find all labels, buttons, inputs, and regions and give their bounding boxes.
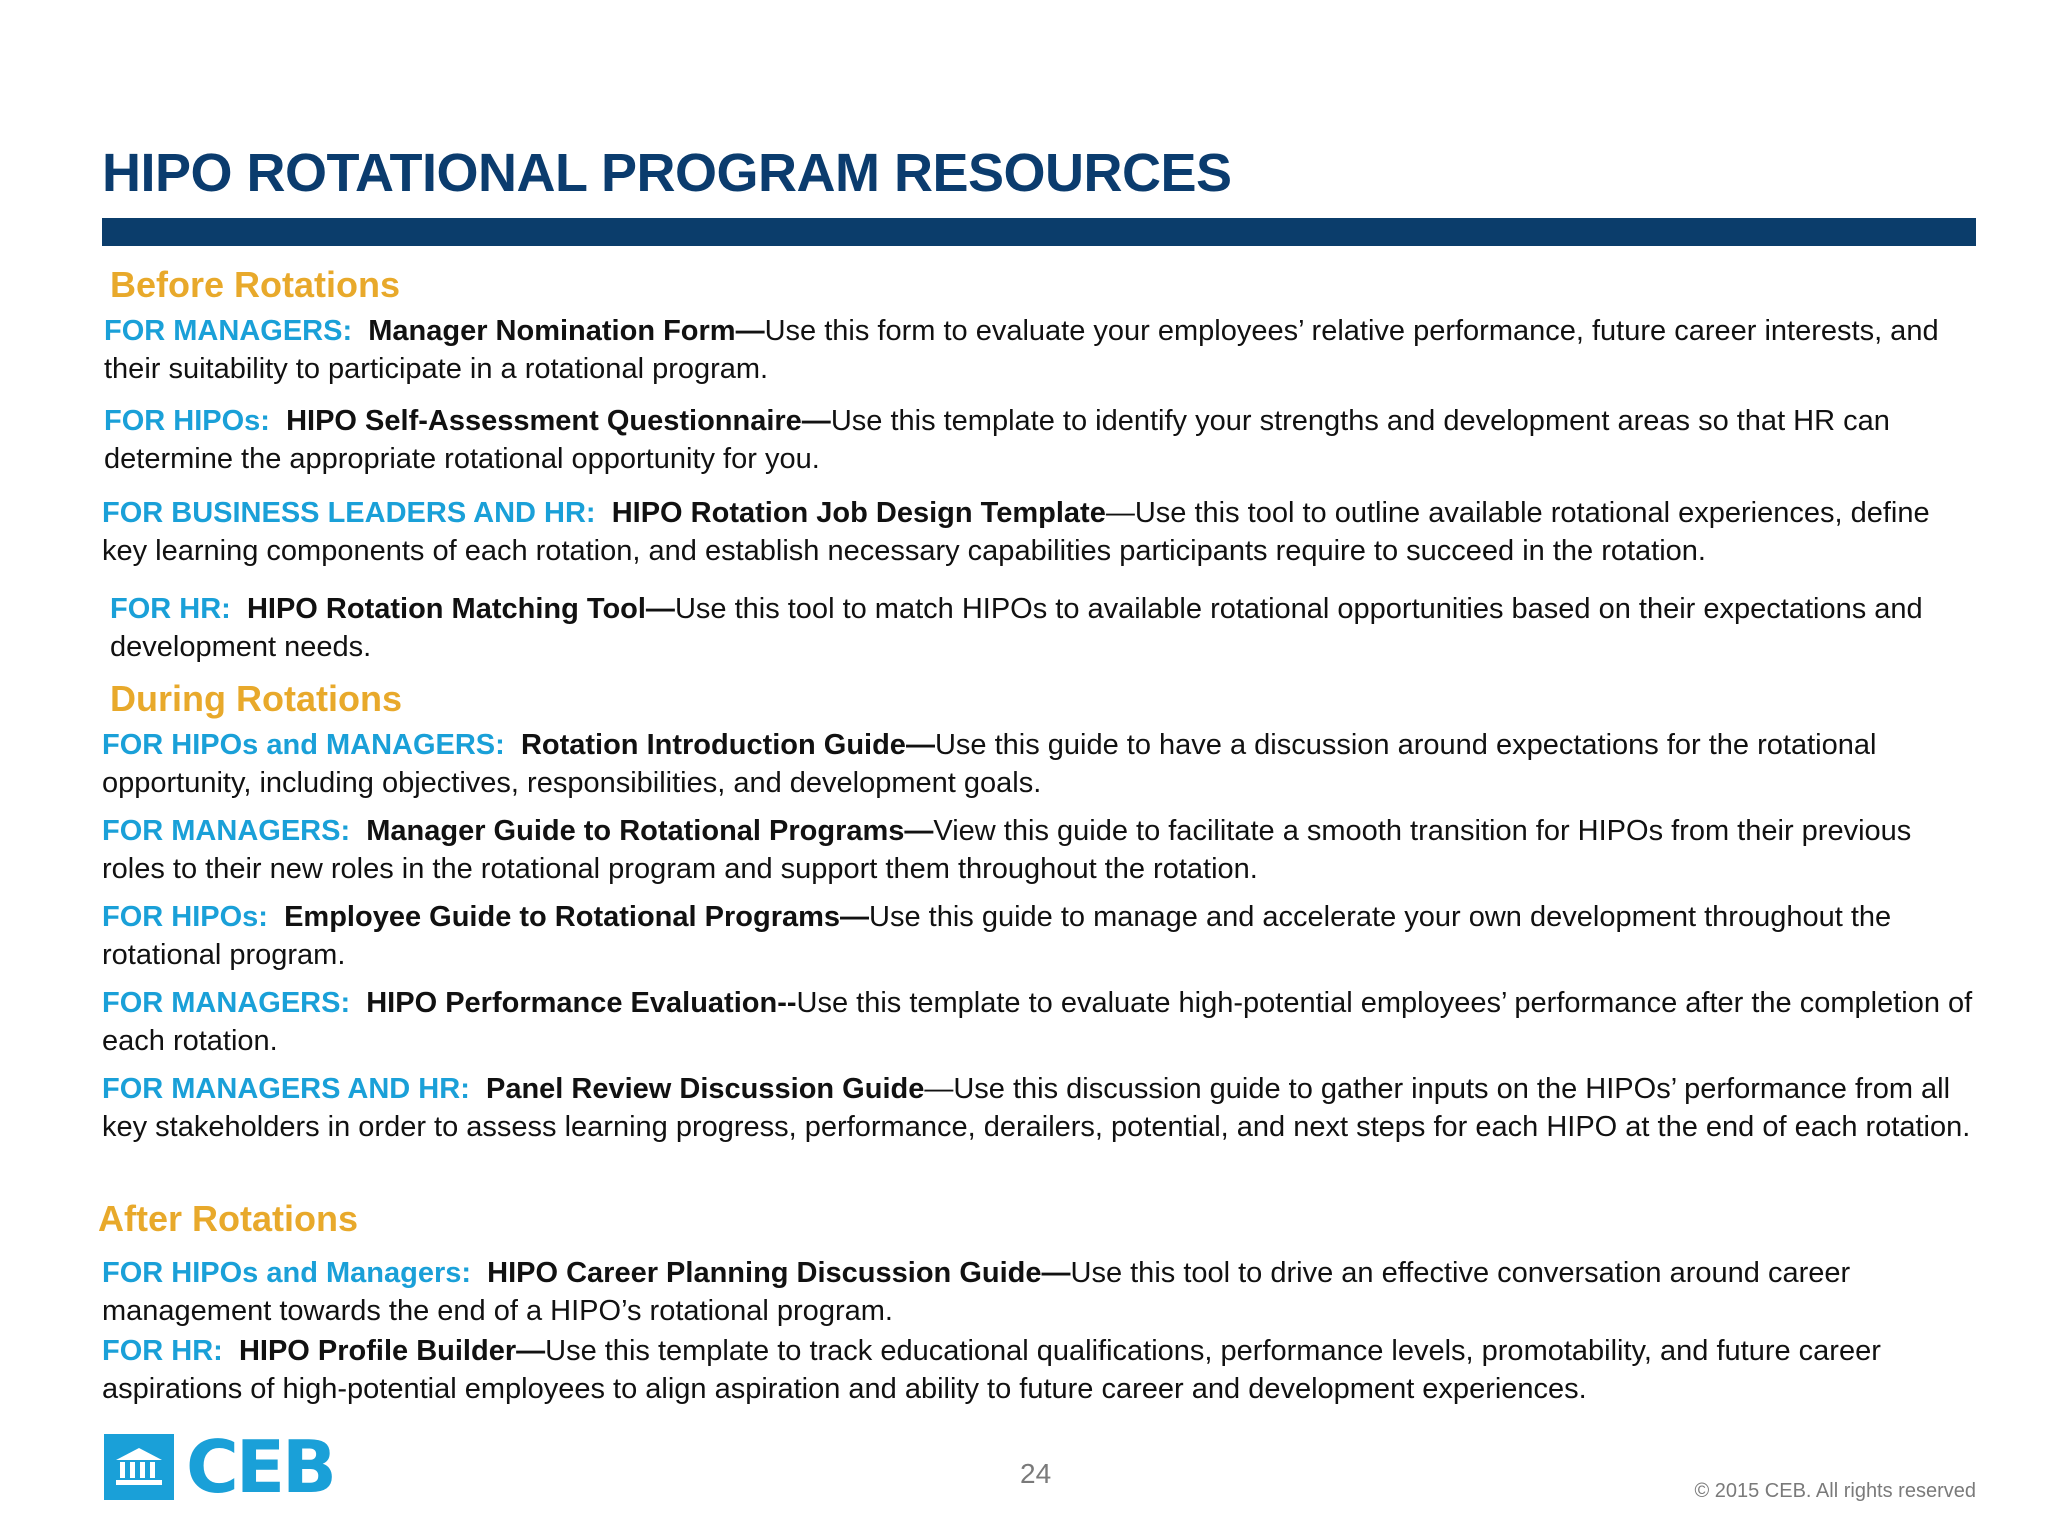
resource-description: Use this tool to drive an effective conversation around career management towards the end of a HIPO’s rotational program. bbox=[102, 1257, 1851, 1327]
resource-title: HIPO Performance Evaluation-- bbox=[366, 987, 797, 1019]
resource-title: HIPO Profile Builder— bbox=[238, 1335, 546, 1367]
copyright-notice: © 2015 CEB. All rights reserved bbox=[1694, 1480, 1976, 1502]
resource-entry bbox=[102, 726, 1982, 802]
resource-entry bbox=[102, 1070, 1982, 1146]
resource-description: Use this tool to match HIPOs to available rotational opportunities based on their expectations and development needs. bbox=[110, 593, 1923, 663]
resource-title: Rotation Introduction Guide— bbox=[520, 729, 935, 761]
audience-label: FOR HIPOs: bbox=[104, 405, 270, 437]
audience-label: FOR HR: bbox=[102, 1335, 223, 1367]
resource-entry bbox=[104, 402, 1984, 478]
audience-label: FOR HR: bbox=[110, 593, 231, 625]
audience-label: FOR MANAGERS: bbox=[102, 987, 351, 1019]
resource-description: —Use this tool to outline available rotational experiences, define key learning components of each rotation, and establish necessary capabilities participants require to succeed in the rotation. bbox=[102, 497, 1930, 567]
resource-description: Use this guide to have a discussion around expectations for the rotational opportunity, including objectives, responsibilities, and development goals. bbox=[102, 729, 1877, 799]
audience-label: FOR HIPOs and MANAGERS: bbox=[102, 729, 505, 761]
resource-entry bbox=[104, 312, 1984, 388]
resource-entry bbox=[102, 984, 1982, 1060]
page-number: 24 bbox=[1020, 1458, 1052, 1489]
resource-entry bbox=[110, 590, 1990, 666]
audience-label: FOR BUSINESS LEADERS AND HR: bbox=[102, 497, 596, 529]
resource-title: Manager Guide to Rotational Programs— bbox=[366, 815, 934, 847]
audience-label: FOR MANAGERS AND HR: bbox=[102, 1073, 470, 1105]
resource-description: Use this guide to manage and accelerate your own development throughout the rotational program. bbox=[102, 901, 1892, 971]
resource-title: HIPO Career Planning Discussion Guide— bbox=[487, 1257, 1071, 1289]
section-heading-before: Before Rotations bbox=[110, 264, 401, 305]
resource-description: Use this template to track educational qualifications, performance levels, promotability, and future career aspirations of high-potential employees to align aspiration and ability to future career and development experiences. bbox=[102, 1335, 1881, 1405]
resource-title: Panel Review Discussion Guide bbox=[485, 1073, 925, 1105]
resource-entry bbox=[102, 1254, 1982, 1330]
audience-label: FOR MANAGERS: bbox=[102, 815, 351, 847]
audience-label: FOR HIPOs: bbox=[102, 901, 268, 933]
resource-description: View this guide to facilitate a smooth transition for HIPOs from their previous roles to their new roles in the rotational program and support them throughout the rotation. bbox=[102, 815, 1912, 885]
resource-description: Use this form to evaluate your employees’ relative performance, future career interests, and their suitability to participate in a rotational program. bbox=[104, 315, 1939, 385]
resource-description: —Use this discussion guide to gather inputs on the HIPOs’ performance from all key stakeholders in order to assess learning progress, performance, derailers, potential, and next steps for each HIPO at the end of each rotation. bbox=[102, 1073, 1971, 1143]
resource-entry bbox=[102, 1332, 1982, 1408]
resource-description: Use this template to evaluate high-potential employees’ performance after the completion of each rotation. bbox=[102, 987, 1973, 1057]
section-heading-after: After Rotations bbox=[98, 1198, 358, 1239]
title-divider-bar bbox=[102, 218, 1976, 246]
logo-wordmark: CEB bbox=[186, 1425, 334, 1509]
resource-title: HIPO Rotation Matching Tool— bbox=[246, 593, 675, 625]
resource-title: HIPO Rotation Job Design Template bbox=[611, 497, 1106, 529]
resource-entry bbox=[102, 812, 1982, 888]
section-heading-during: During Rotations bbox=[110, 678, 402, 719]
audience-label: FOR MANAGERS: bbox=[104, 315, 353, 347]
audience-label: FOR HIPOs and Managers: bbox=[102, 1257, 472, 1289]
building-columns-icon bbox=[104, 1434, 174, 1500]
resource-title: Employee Guide to Rotational Programs— bbox=[284, 901, 870, 933]
ceb-logo bbox=[104, 1425, 334, 1509]
resource-entry bbox=[102, 898, 1982, 974]
resource-title: Manager Nomination Form— bbox=[368, 315, 765, 347]
resource-title: HIPO Self-Assessment Questionnaire— bbox=[286, 405, 831, 437]
resource-description: Use this template to identify your strengths and development areas so that HR can determine the appropriate rotational opportunity for you. bbox=[104, 405, 1890, 475]
page-title: HIPO ROTATIONAL PROGRAM RESOURCES bbox=[102, 143, 1232, 203]
resource-entry bbox=[102, 494, 1982, 570]
